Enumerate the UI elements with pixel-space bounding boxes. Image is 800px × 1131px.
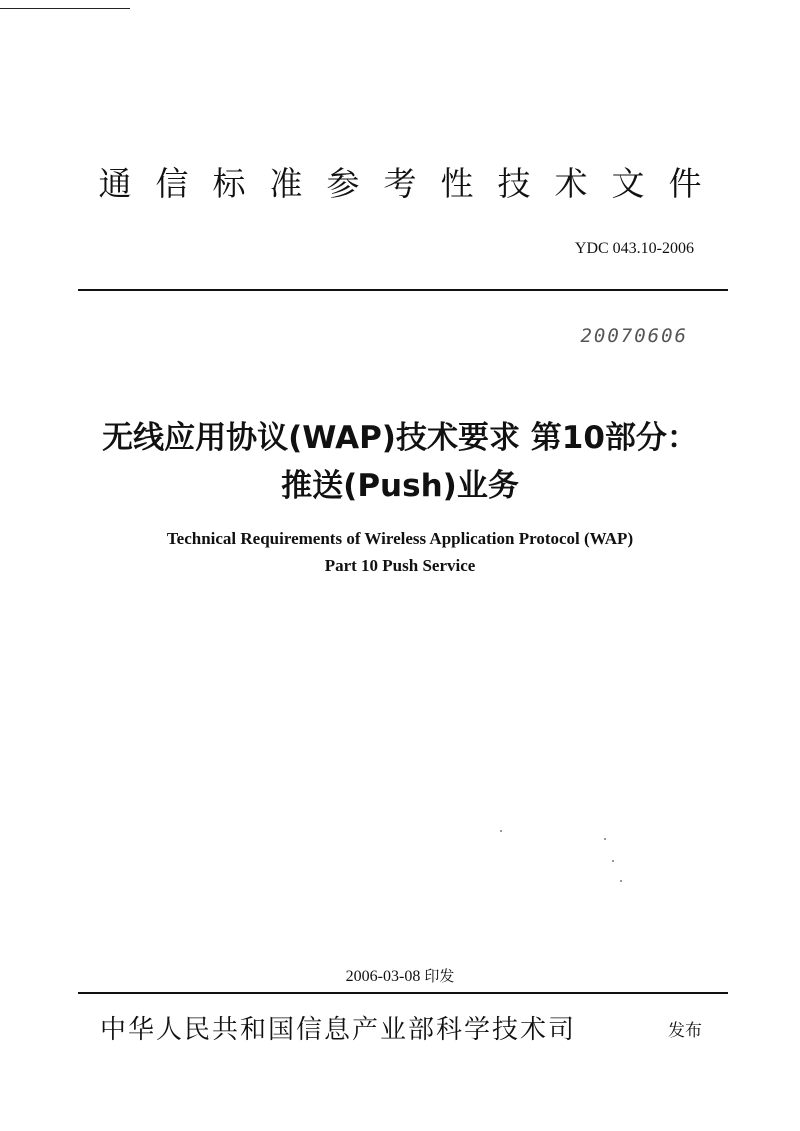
archive-stamp: 20070606 <box>580 325 688 347</box>
scan-speck <box>604 838 606 840</box>
document-code: YDC 043.10-2006 <box>574 240 694 257</box>
print-date: 2006-03-08 <box>345 968 421 985</box>
title-english-line-1: Technical Requirements of Wireless Application Protocol (WAP) <box>166 529 634 548</box>
document-type-heading: 通信标准参考性技术文件 <box>98 164 726 203</box>
header-divider <box>78 289 728 291</box>
issue-action: 发布 <box>668 1021 702 1041</box>
print-label: 印发 <box>424 967 455 985</box>
title-english-line-2: Part 10 Push Service <box>324 556 476 575</box>
issuing-authority: 中华人民共和国信息产业部科学技术司 <box>100 1015 577 1045</box>
corner-rule <box>0 8 130 9</box>
scan-speck <box>612 860 614 862</box>
footer-divider <box>78 992 728 994</box>
title-chinese-line-1: 无线应用协议(WAP)技术要求 第10部分： <box>102 420 698 456</box>
scan-speck <box>500 830 502 832</box>
title-chinese-line-2: 推送(Push)业务 <box>281 468 519 504</box>
print-date-line <box>0 965 800 986</box>
scan-speck <box>620 880 622 882</box>
